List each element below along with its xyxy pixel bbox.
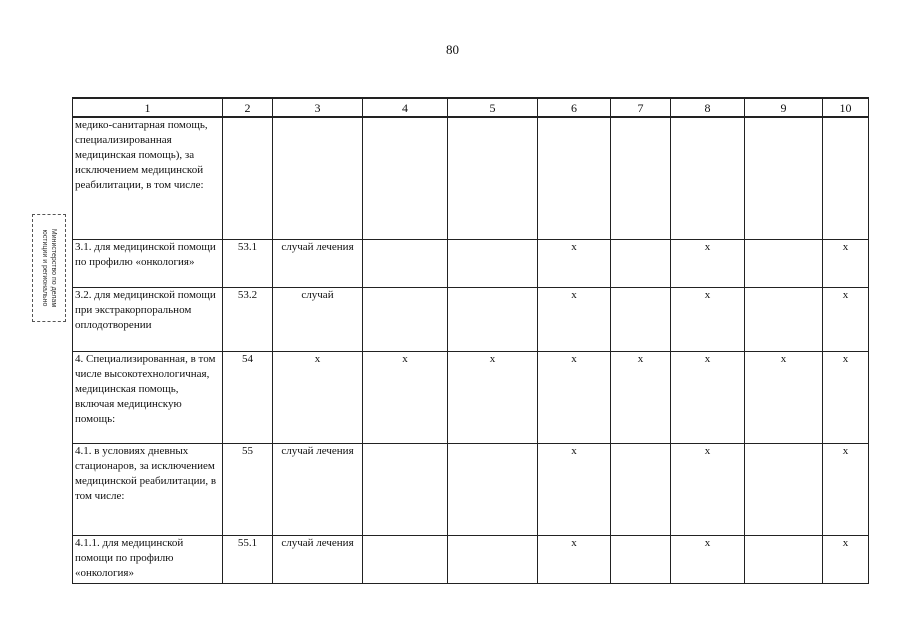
column-header-6: 6 <box>538 98 611 117</box>
cell-col-6: х <box>538 535 611 583</box>
cell-col-7 <box>611 535 671 583</box>
cell-col-9 <box>745 287 823 351</box>
cell-col-6: х <box>538 239 611 287</box>
cell-col-5 <box>448 239 538 287</box>
row-unit: х <box>273 351 363 443</box>
row-description: медико-санитарная помощь, специализированная медицинская помощь), за исключением медицинской реабилитации, в том числе: <box>73 117 223 239</box>
cell-col-9 <box>745 535 823 583</box>
row-description: 3.2. для медицинской помощи при экстракорпоральном оплодотворении <box>73 287 223 351</box>
column-header-9: 9 <box>745 98 823 117</box>
cell-col-5 <box>448 443 538 535</box>
cell-col-9 <box>745 239 823 287</box>
cell-col-10: х <box>823 351 869 443</box>
page-number: 80 <box>446 42 459 57</box>
cell-col-6: х <box>538 443 611 535</box>
column-header-4: 4 <box>363 98 448 117</box>
header-row <box>73 98 869 117</box>
cell-col-8: х <box>671 535 745 583</box>
row-unit: случай лечения <box>273 443 363 535</box>
table-row <box>73 535 869 583</box>
table-row <box>73 287 869 351</box>
cell-col-10: х <box>823 443 869 535</box>
cell-col-4 <box>363 287 448 351</box>
row-description: 4.1.1. для медицинской помощи по профилю «онкология» <box>73 535 223 583</box>
cell-col-4 <box>363 443 448 535</box>
row-unit: случай <box>273 287 363 351</box>
column-header-7: 7 <box>611 98 671 117</box>
cell-col-8: х <box>671 351 745 443</box>
cell-col-4 <box>363 239 448 287</box>
table-row <box>73 239 869 287</box>
cell-col-8: х <box>671 443 745 535</box>
stamp-line-1: Министерство по делам <box>50 228 57 308</box>
registration-stamp <box>32 214 66 322</box>
data-table <box>72 97 869 584</box>
row-code: 53.2 <box>223 287 273 351</box>
row-code: 54 <box>223 351 273 443</box>
cell-col-5: х <box>448 351 538 443</box>
cell-col-6: х <box>538 351 611 443</box>
row-code: 55.1 <box>223 535 273 583</box>
column-header-5: 5 <box>448 98 538 117</box>
cell-col-4: х <box>363 351 448 443</box>
column-header-1: 1 <box>73 98 223 117</box>
cell-col-4 <box>363 117 448 239</box>
cell-col-10: х <box>823 535 869 583</box>
cell-col-9: х <box>745 351 823 443</box>
cell-col-7: х <box>611 351 671 443</box>
cell-col-6: х <box>538 287 611 351</box>
cell-col-5 <box>448 287 538 351</box>
row-code <box>223 117 273 239</box>
cell-col-8: х <box>671 287 745 351</box>
cell-col-5 <box>448 535 538 583</box>
cell-col-8: х <box>671 239 745 287</box>
cell-col-10 <box>823 117 869 239</box>
column-header-2: 2 <box>223 98 273 117</box>
row-description: 4. Специализированная, в том числе высокотехнологичная, медицинская помощь, включая медицинскую помощь: <box>73 351 223 443</box>
column-header-3: 3 <box>273 98 363 117</box>
table-row <box>73 443 869 535</box>
row-description: 3.1. для медицинской помощи по профилю «онкология» <box>73 239 223 287</box>
row-unit <box>273 117 363 239</box>
cell-col-9 <box>745 443 823 535</box>
table-row <box>73 117 869 239</box>
row-unit: случай лечения <box>273 535 363 583</box>
table-row <box>73 351 869 443</box>
stamp-line-2: юстиции и регионально <box>41 229 48 307</box>
cell-col-4 <box>363 535 448 583</box>
cell-col-7 <box>611 443 671 535</box>
cell-col-9 <box>745 117 823 239</box>
row-description: 4.1. в условиях дневных стационаров, за исключением медицинской реабилитации, в том числе: <box>73 443 223 535</box>
column-header-10: 10 <box>823 98 869 117</box>
cell-col-6 <box>538 117 611 239</box>
cell-col-10: х <box>823 287 869 351</box>
stamp-text <box>40 214 58 322</box>
row-unit: случай лечения <box>273 239 363 287</box>
row-code: 53.1 <box>223 239 273 287</box>
cell-col-5 <box>448 117 538 239</box>
cell-col-7 <box>611 239 671 287</box>
cell-col-7 <box>611 117 671 239</box>
cell-col-8 <box>671 117 745 239</box>
cell-col-10: х <box>823 239 869 287</box>
row-code: 55 <box>223 443 273 535</box>
column-header-8: 8 <box>671 98 745 117</box>
cell-col-7 <box>611 287 671 351</box>
